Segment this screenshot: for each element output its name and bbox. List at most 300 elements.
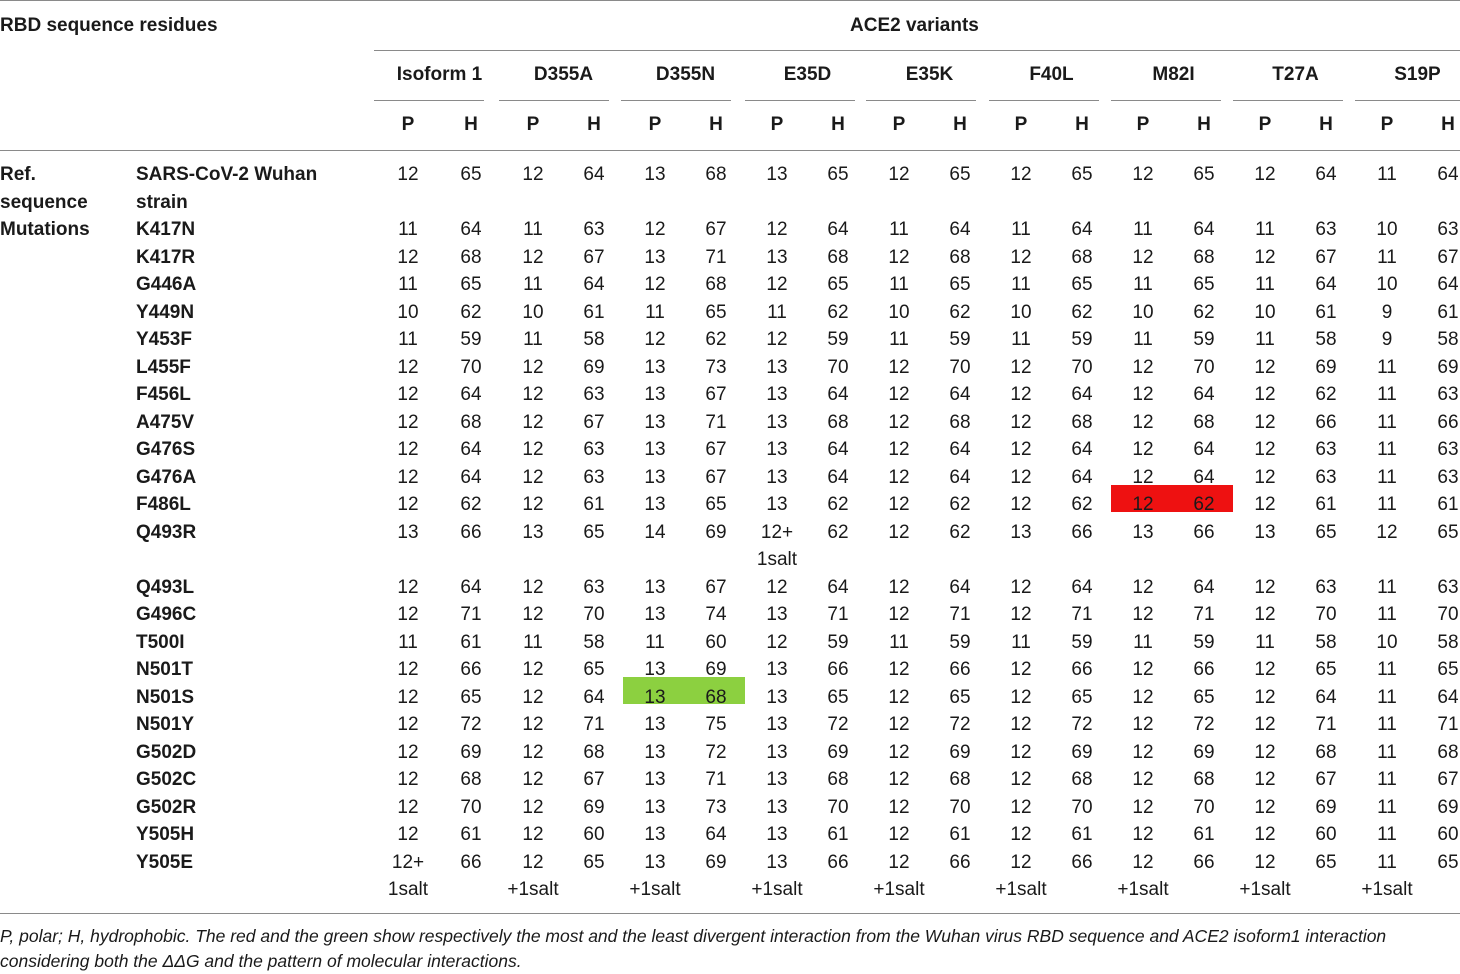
table-cell: 12 [869, 164, 929, 186]
table-cell: 60 [564, 824, 624, 846]
table-cell: 66 [808, 852, 868, 874]
table-cell: 13 [747, 604, 807, 626]
table-cell: 13 [625, 577, 685, 599]
table-cell: 12 [1235, 247, 1295, 269]
table-cell: 12 [378, 412, 438, 434]
table-cell: 12 [869, 467, 929, 489]
mutation-name: N501S [136, 687, 194, 709]
table-cell: 12 [991, 742, 1051, 764]
table-cell: 13 [625, 494, 685, 516]
table-cell: 12 [625, 274, 685, 296]
table-cell: 67 [1418, 247, 1460, 269]
table-cell: 12 [869, 742, 929, 764]
table-cell: 12 [991, 247, 1051, 269]
table-cell: 12 [869, 247, 929, 269]
table-cell: 12 [378, 769, 438, 791]
table-cell: 66 [1052, 659, 1112, 681]
table-cell: 11 [625, 302, 685, 324]
table-cell: 11 [1357, 412, 1417, 434]
variant-header: D355A [494, 64, 634, 86]
table-cell: 64 [808, 467, 868, 489]
table-cell: 11 [378, 329, 438, 351]
p-header: P [503, 114, 563, 136]
table-cell: 64 [1174, 577, 1234, 599]
table-cell: 12 [1235, 467, 1295, 489]
table-cell: 12 [1113, 659, 1173, 681]
table-cell: 11 [503, 219, 563, 241]
table-cell: 67 [564, 769, 624, 791]
table-cell: 59 [930, 329, 990, 351]
mutation-name: T500I [136, 632, 185, 654]
table-cell: 69 [1174, 742, 1234, 764]
table-cell: 11 [625, 632, 685, 654]
table-cell: 64 [1174, 439, 1234, 461]
table-cell: 70 [441, 797, 501, 819]
table-cell: 66 [441, 522, 501, 544]
table-cell: 62 [808, 302, 868, 324]
table-cell: 63 [564, 467, 624, 489]
table-cell: 11 [1357, 742, 1417, 764]
table-cell: 64 [1052, 439, 1112, 461]
table-cell: 12 [991, 467, 1051, 489]
table-cell: 58 [564, 329, 624, 351]
table-cell: 11 [1357, 467, 1417, 489]
table-cell: 59 [808, 632, 868, 654]
table-cell: 64 [1418, 687, 1460, 709]
ref-strain-line1: SARS-CoV-2 Wuhan [136, 164, 317, 186]
table-cell: 12 [747, 577, 807, 599]
salt-note: +1salt [1205, 879, 1325, 901]
mutation-name: Y505H [136, 824, 194, 846]
table-cell: 68 [686, 274, 746, 296]
table-cell: 12+ [747, 522, 807, 544]
table-cell: 67 [1418, 769, 1460, 791]
table-cell: 12 [1235, 659, 1295, 681]
table-cell: 66 [1052, 522, 1112, 544]
header-bottom-rule [0, 150, 1460, 151]
table-cell: 71 [808, 604, 868, 626]
table-cell: 11 [1235, 329, 1295, 351]
table-cell: 61 [1418, 494, 1460, 516]
table-cell: 69 [1296, 797, 1356, 819]
variant-rule [989, 100, 1099, 101]
table-cell: 13 [625, 357, 685, 379]
table-cell: 12 [378, 797, 438, 819]
table-cell: 12 [1113, 467, 1173, 489]
salt-note: +1salt [1083, 879, 1203, 901]
table-cell: 62 [441, 494, 501, 516]
h-header: H [1296, 114, 1356, 136]
table-cell: 12 [869, 357, 929, 379]
salt-note: +1salt [595, 879, 715, 901]
table-cell: 73 [686, 797, 746, 819]
p-header: P [1113, 114, 1173, 136]
table-cell: 12 [1113, 742, 1173, 764]
table-cell: 10 [1357, 219, 1417, 241]
table-cell: 12 [869, 824, 929, 846]
h-header: H [441, 114, 501, 136]
variant-header: E35K [860, 64, 1000, 86]
table-cell: 12 [991, 797, 1051, 819]
table-cell: 12 [503, 742, 563, 764]
table-cell: 68 [686, 164, 746, 186]
table-cell: 64 [441, 439, 501, 461]
table-cell: 12 [503, 714, 563, 736]
table-cell: 12 [503, 247, 563, 269]
table-cell: 64 [1174, 384, 1234, 406]
mutation-name: Y505E [136, 852, 193, 874]
table-cell: 13 [747, 852, 807, 874]
table-cell: 65 [441, 274, 501, 296]
table-cell: 13 [625, 412, 685, 434]
table-cell: 11 [503, 274, 563, 296]
variant-header: M82I [1104, 64, 1244, 86]
table-cell: 64 [441, 467, 501, 489]
table-cell: 63 [1296, 467, 1356, 489]
table-cell: 11 [991, 329, 1051, 351]
table-cell: 13 [625, 467, 685, 489]
variant-header: Isoform 1 [370, 64, 510, 86]
table-cell: 12 [1113, 247, 1173, 269]
mutation-name: Q493R [136, 522, 196, 544]
table-cell: 69 [1418, 797, 1460, 819]
table-cell: 12 [503, 659, 563, 681]
table-cell: 63 [564, 577, 624, 599]
table-cell: 61 [1052, 824, 1112, 846]
table-cell: 12 [625, 329, 685, 351]
table-cell: 12 [503, 439, 563, 461]
table-cell: 12 [1357, 522, 1417, 544]
table-cell: 12 [991, 604, 1051, 626]
table-cell: 13 [625, 384, 685, 406]
table-cell: 65 [808, 274, 868, 296]
table-cell: 12 [503, 164, 563, 186]
table-cell: 65 [1296, 659, 1356, 681]
table-cell: 69 [808, 742, 868, 764]
table-cell: 59 [1052, 632, 1112, 654]
variant-rule [866, 100, 976, 101]
variant-rule [1111, 100, 1221, 101]
table-cell: 12 [1113, 384, 1173, 406]
p-header: P [747, 114, 807, 136]
variant-rule [1233, 100, 1343, 101]
table-cell: 12 [503, 494, 563, 516]
h-header: H [1052, 114, 1112, 136]
table-cell: 12 [378, 714, 438, 736]
mutation-name: Y449N [136, 302, 194, 324]
table-cell: 70 [808, 357, 868, 379]
table-cell: 62 [930, 494, 990, 516]
table-cell: 12 [503, 412, 563, 434]
table-cell: 11 [747, 302, 807, 324]
table-cell: 12 [378, 687, 438, 709]
variant-rule [745, 100, 855, 101]
table-cell: 63 [1418, 384, 1460, 406]
table-cell: 59 [1174, 632, 1234, 654]
table-cell: 12 [378, 467, 438, 489]
table-cell: 12 [1235, 852, 1295, 874]
mutation-name: N501Y [136, 714, 194, 736]
table-cell: 13 [747, 824, 807, 846]
table-cell: 12 [1113, 824, 1173, 846]
table-cell: 58 [1418, 632, 1460, 654]
table-cell: 11 [1357, 769, 1417, 791]
table-cell: 13 [625, 852, 685, 874]
table-cell: 65 [564, 522, 624, 544]
variant-header: S19P [1348, 64, 1460, 86]
table-cell: 62 [930, 302, 990, 324]
table-cell: 13 [747, 357, 807, 379]
table-cell: 12 [378, 604, 438, 626]
table-cell: 13 [503, 522, 563, 544]
table-cell: 12 [503, 852, 563, 874]
table-cell: 68 [441, 247, 501, 269]
table-cell: 63 [1418, 439, 1460, 461]
table-cell: 12 [1235, 412, 1295, 434]
table-cell: 12 [1113, 494, 1173, 516]
table-cell: 64 [1052, 384, 1112, 406]
table-cell: 13 [747, 164, 807, 186]
table-cell: 72 [686, 742, 746, 764]
table-cell: 66 [1174, 522, 1234, 544]
table-cell: 11 [1357, 604, 1417, 626]
table-cell: 64 [1296, 687, 1356, 709]
table-cell: 12 [1235, 769, 1295, 791]
table-cell: 12 [1235, 494, 1295, 516]
table-cell: 68 [808, 769, 868, 791]
table-cell: 13 [747, 247, 807, 269]
table-cell: 12 [747, 219, 807, 241]
table-cell: 12 [991, 357, 1051, 379]
table-cell: 12 [378, 357, 438, 379]
table-cell: 64 [1418, 274, 1460, 296]
table-cell: 63 [564, 219, 624, 241]
table-cell: 68 [808, 412, 868, 434]
table-cell: 61 [1174, 824, 1234, 846]
table-cell: 12 [1235, 384, 1295, 406]
table-cell: 11 [1357, 797, 1417, 819]
table-cell: 11 [1357, 357, 1417, 379]
table-cell: 70 [930, 797, 990, 819]
table-cell: 9 [1357, 329, 1417, 351]
table-cell: 65 [1174, 164, 1234, 186]
table-cell: 62 [1174, 494, 1234, 516]
table-cell: 12 [991, 852, 1051, 874]
table-cell: 67 [686, 219, 746, 241]
table-cell: 68 [1052, 412, 1112, 434]
table-cell: 62 [1174, 302, 1234, 324]
table-cell: 71 [686, 412, 746, 434]
table-cell: 61 [441, 632, 501, 654]
table-cell: 64 [930, 384, 990, 406]
table-cell: 70 [930, 357, 990, 379]
table-cell: 12 [378, 164, 438, 186]
salt-note: +1salt [473, 879, 593, 901]
salt-note: 1salt [747, 549, 807, 571]
ref-label-line2: sequence [0, 192, 88, 214]
table-cell: 12 [1113, 687, 1173, 709]
table-cell: 64 [441, 384, 501, 406]
table-cell: 63 [564, 439, 624, 461]
table-cell: 71 [1052, 604, 1112, 626]
table-cell: 12 [991, 714, 1051, 736]
table-cell: 64 [1174, 219, 1234, 241]
table-cell: 12 [991, 412, 1051, 434]
variant-rule [1355, 100, 1460, 101]
table-cell: 68 [441, 769, 501, 791]
table-cell: 64 [1052, 467, 1112, 489]
table-cell: 64 [930, 439, 990, 461]
table-cell: 64 [686, 824, 746, 846]
table-cell: 12 [1235, 687, 1295, 709]
table-cell: 13 [378, 522, 438, 544]
table-cell: 12 [378, 824, 438, 846]
table-cell: 63 [1418, 219, 1460, 241]
table-cell: 64 [564, 687, 624, 709]
ace2-header: ACE2 variants [850, 15, 979, 37]
table-cell: 68 [686, 687, 746, 709]
table-cell: 63 [1418, 467, 1460, 489]
table-cell: 68 [1174, 412, 1234, 434]
table-cell: 12 [625, 219, 685, 241]
table-cell: 11 [1357, 439, 1417, 461]
table-cell: 60 [686, 632, 746, 654]
table-cell: 64 [1418, 164, 1460, 186]
mutation-name: G476S [136, 439, 195, 461]
table-cell: 64 [808, 384, 868, 406]
table-cell: 67 [564, 247, 624, 269]
table-cell: 12 [378, 439, 438, 461]
table-cell: 59 [1174, 329, 1234, 351]
table-cell: 11 [1357, 852, 1417, 874]
table-cell: 58 [1296, 329, 1356, 351]
p-header: P [1235, 114, 1295, 136]
table-cell: 65 [1418, 522, 1460, 544]
table-cell: 64 [1052, 577, 1112, 599]
table-cell: 59 [441, 329, 501, 351]
table-cell: 11 [869, 632, 929, 654]
table-cell: 13 [747, 687, 807, 709]
table-cell: 11 [503, 632, 563, 654]
table-cell: 12 [1235, 797, 1295, 819]
table-cell: 11 [1113, 274, 1173, 296]
table-cell: 63 [564, 384, 624, 406]
table-cell: 71 [1174, 604, 1234, 626]
table-cell: 63 [1296, 577, 1356, 599]
h-header: H [686, 114, 746, 136]
mutation-name: G496C [136, 604, 196, 626]
table-cell: 64 [1296, 274, 1356, 296]
variant-header: F40L [982, 64, 1122, 86]
table-cell: 13 [625, 687, 685, 709]
table-cell: 12 [869, 522, 929, 544]
salt-note: 1salt [348, 879, 468, 901]
table-cell: 12 [1113, 797, 1173, 819]
table-cell: 13 [625, 439, 685, 461]
table-cell: 64 [441, 577, 501, 599]
table-cell: 12 [378, 384, 438, 406]
mutation-name: G502C [136, 769, 196, 791]
table-cell: 12 [1235, 164, 1295, 186]
table-cell: 69 [686, 659, 746, 681]
table-cell: 11 [1357, 687, 1417, 709]
salt-note: +1salt [961, 879, 1081, 901]
table-cell: 13 [625, 164, 685, 186]
table-cell: 68 [1174, 247, 1234, 269]
table-cell: 65 [441, 687, 501, 709]
table-cell: 12 [1113, 412, 1173, 434]
table-cell: 13 [747, 769, 807, 791]
table-cell: 66 [441, 659, 501, 681]
table-cell: 12 [991, 384, 1051, 406]
table-cell: 11 [991, 219, 1051, 241]
table-cell: 61 [441, 824, 501, 846]
table-cell: 12 [991, 577, 1051, 599]
table-cell: 70 [1296, 604, 1356, 626]
table-cell: 11 [1357, 384, 1417, 406]
table-cell: 61 [1296, 494, 1356, 516]
table-cell: 12 [747, 632, 807, 654]
table-cell: 71 [686, 247, 746, 269]
table-cell: 65 [1418, 659, 1460, 681]
table-cell: 64 [564, 274, 624, 296]
table-cell: 65 [1296, 522, 1356, 544]
table-cell: 12 [869, 604, 929, 626]
table-cell: 68 [930, 412, 990, 434]
mutation-name: G446A [136, 274, 196, 296]
table-cell: 74 [686, 604, 746, 626]
table-cell: 65 [1418, 852, 1460, 874]
table-cell: 68 [930, 247, 990, 269]
p-header: P [378, 114, 438, 136]
table-cell: 65 [1174, 687, 1234, 709]
table-cell: 68 [1174, 769, 1234, 791]
table-cell: 59 [1052, 329, 1112, 351]
table-cell: 69 [1052, 742, 1112, 764]
table-cell: 70 [1174, 797, 1234, 819]
table-cell: 65 [564, 659, 624, 681]
table-cell: 68 [808, 247, 868, 269]
table-cell: 58 [1418, 329, 1460, 351]
table-cell: 70 [1174, 357, 1234, 379]
table-cell: 11 [1357, 494, 1417, 516]
table-cell: 12 [1235, 742, 1295, 764]
table-cell: 13 [625, 714, 685, 736]
table-cell: 10 [991, 302, 1051, 324]
table-cell: 64 [1174, 467, 1234, 489]
table-cell: 62 [1052, 302, 1112, 324]
table-cell: 64 [930, 467, 990, 489]
table-cell: 70 [564, 604, 624, 626]
table-cell: 65 [1052, 164, 1112, 186]
mutation-name: G476A [136, 467, 196, 489]
table-cell: 11 [1357, 824, 1417, 846]
table-cell: 10 [1113, 302, 1173, 324]
table-cell: 72 [1174, 714, 1234, 736]
table-cell: 12 [1235, 439, 1295, 461]
rbd-header: RBD sequence residues [0, 15, 218, 37]
table-cell: 65 [930, 274, 990, 296]
table-cell: 13 [625, 247, 685, 269]
table-cell: 12 [991, 164, 1051, 186]
table-cell: 66 [1052, 852, 1112, 874]
table-cell: 66 [441, 852, 501, 874]
salt-note: +1salt [839, 879, 959, 901]
table-cell: 66 [1174, 852, 1234, 874]
table-cell: 12 [1235, 577, 1295, 599]
table-cell: 61 [1296, 302, 1356, 324]
ace2-rule [374, 50, 1460, 51]
